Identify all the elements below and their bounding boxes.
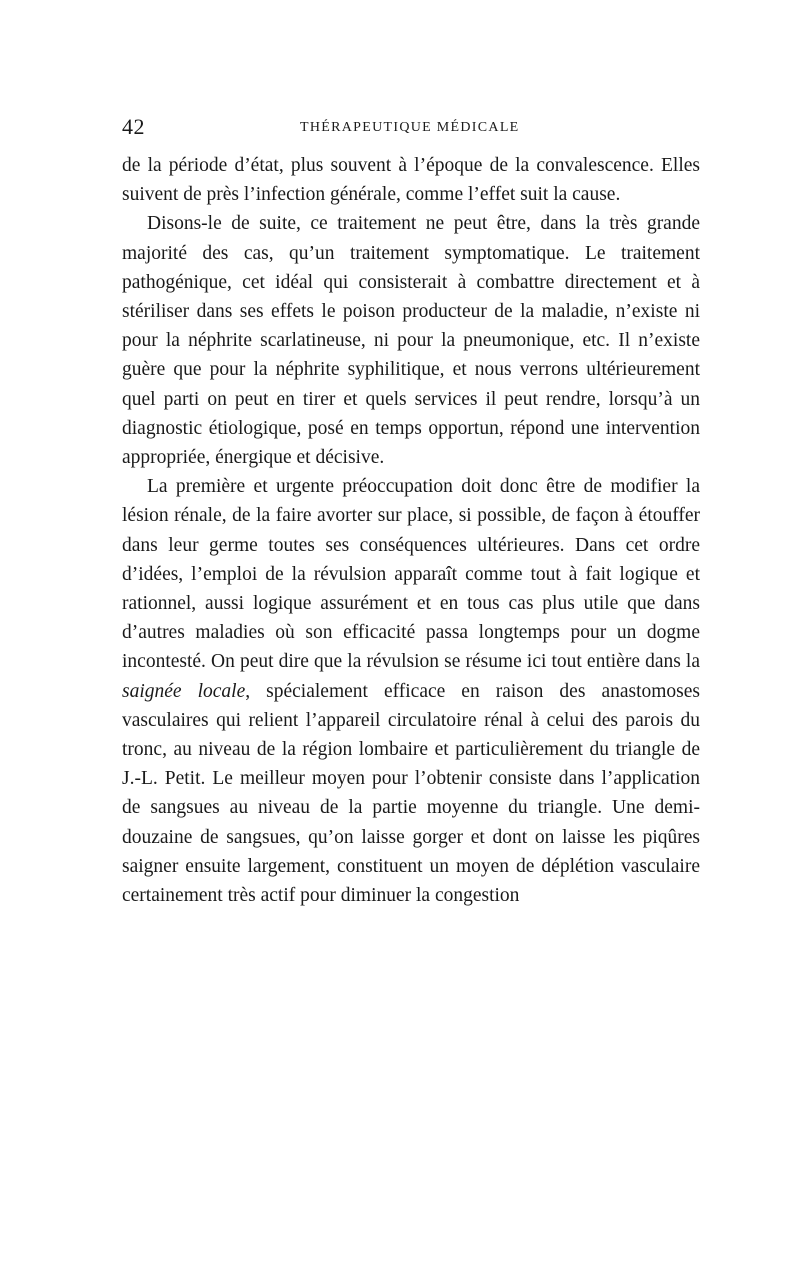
paragraph-3-text-after: , spécialement efficace en raison des anastomoses vasculaires qui relient l’appareil circulatoire rénal à celui des parois du tronc, au niveau de la région lombaire et particulièrement du triangle de J.-L. Petit. Le meilleur moyen pour l’obtenir consiste dans l’application de sangsues au niveau de la partie moyenne du triangle. Une demi-douzaine de sangsues, qu’on laisse gorger et dont on laisse les piqûres saigner ensuite largement, constituent un moyen de déplétion vasculaire certainement très actif pour diminuer la congestion (122, 680, 701, 907)
italic-term-saignee-locale: saignée locale (122, 680, 246, 702)
paragraph-2: Disons-le de suite, ce traitement ne peut être, dans la très grande majorité des cas, qu’un traitement symptomatique. Le traitement pathogénique, cet idéal qui consisterait à combattre directement et à stériliser dans ses effets le poison producteur de la maladie, n’existe ni pour la néphrite scarlatineuse, ni pour la pneumonique, etc. Il n’existe guère que pour la néphrite syphilitique, et nous verrons ultérieurement quel parti on peut en tirer et quels services il peut rendre, lorsqu’à un diagnostic étiologique, posé en temps opportun, répond une intervention appropriée, énergique et décisive. (122, 213, 700, 469)
body-text (122, 151, 700, 910)
running-head (122, 113, 700, 143)
page-number: 42 (122, 114, 145, 139)
running-title: THÉRAPEUTIQUE MÉDICALE (300, 120, 520, 135)
paragraph-3 (122, 472, 700, 910)
paragraph-3-text-before: La première et urgente préoccupation doit donc être de modifier la lésion rénale, de la faire avorter sur place, si possible, de façon à étouffer dans leur germe toutes ses conséquences ultérieures. Dans cet ordre d’idées, l’emploi de la révulsion apparaît comme tout à fait logique et rationnel, aussi logique assurément et en tous cas plus utile que dans d’autres maladies où son efficacité passa longtemps pour un dogme incontesté. On peut dire que la révulsion se résume ici tout entière dans la (122, 476, 700, 673)
paragraph-1: de la période d’état, plus souvent à l’époque de la convalescence. Elles suivent de près l’infection générale, comme l’effet suit la cause. (122, 155, 700, 206)
